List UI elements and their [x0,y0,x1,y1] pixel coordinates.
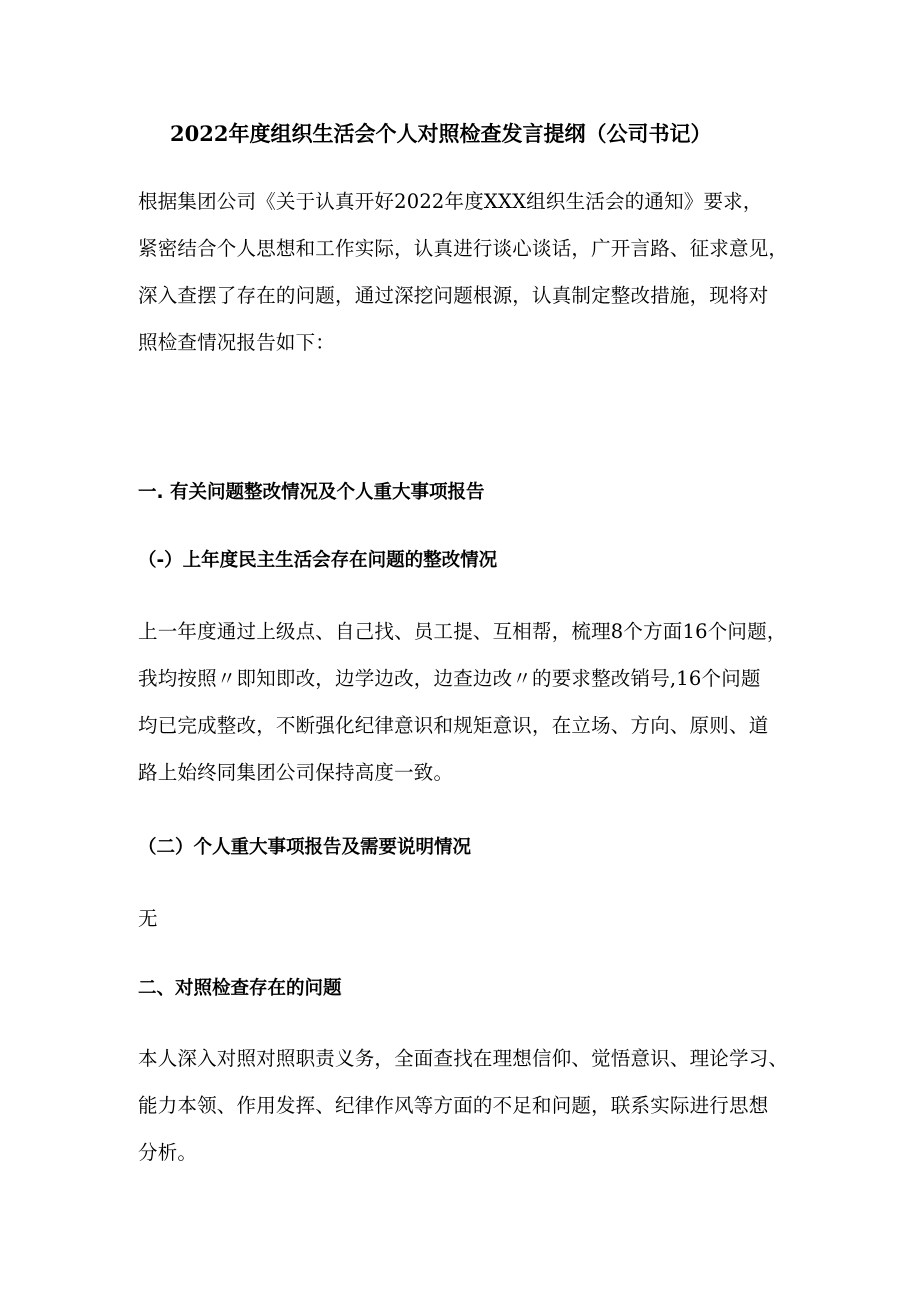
section2-line: 能力本领、作用发挥、纪律作风等方面的不足和问题，联系实际进行思想 [138,1094,769,1117]
section2-paragraph [138,1035,798,1176]
sub1-line: 我均按照〃即知即改，边学边改，边查边改〃的要求整改销号,16个问题 [138,667,761,690]
intro-line: 根据集团公司《关于认真开好2022年度XXX组织生活会的通知》要求， [138,190,763,213]
section1-heading: 一. 有关问题整改情况及个人重大事项报告 [138,482,485,503]
intro-line: 照检查情况报告如下： [138,331,336,354]
intro-line: 紧密结合个人思想和工作实际，认真进行谈心谈话，广开言路、征求意见， [138,237,789,260]
intro-paragraph [138,178,798,366]
section2-line: 本人深入对照对照职责义务，全面查找在理想信仰、觉悟意识、理论学习、 [138,1047,789,1070]
section1-sub1-heading: （-）上年度民主生活会存在问题的整改情况 [138,550,498,571]
section1-sub2-body: 无 [138,907,158,930]
document-title: 2022年度组织生活会个人对照检查发言提纲（公司书记） [170,121,712,146]
section1-sub2-heading: （二）个人重大事项报告及需要说明情况 [138,837,472,858]
sub1-line: 路上始终同集团公司保持高度一致。 [138,761,454,784]
section2-heading: 二、对照检查存在的问题 [138,978,342,999]
section1-sub1-paragraph [138,608,798,796]
section2-line: 分析。 [138,1141,198,1164]
sub1-line: 上一年度通过上级点、自己找、员工提、互相帮，梳理8个方面16个问题， [138,620,787,643]
intro-line: 深入查摆了存在的问题，通过深挖问题根源，认真制定整改措施，现将对 [138,284,769,307]
sub1-line: 均已完成整改，不断强化纪律意识和规矩意识，在立场、方向、原则、道 [138,714,769,737]
